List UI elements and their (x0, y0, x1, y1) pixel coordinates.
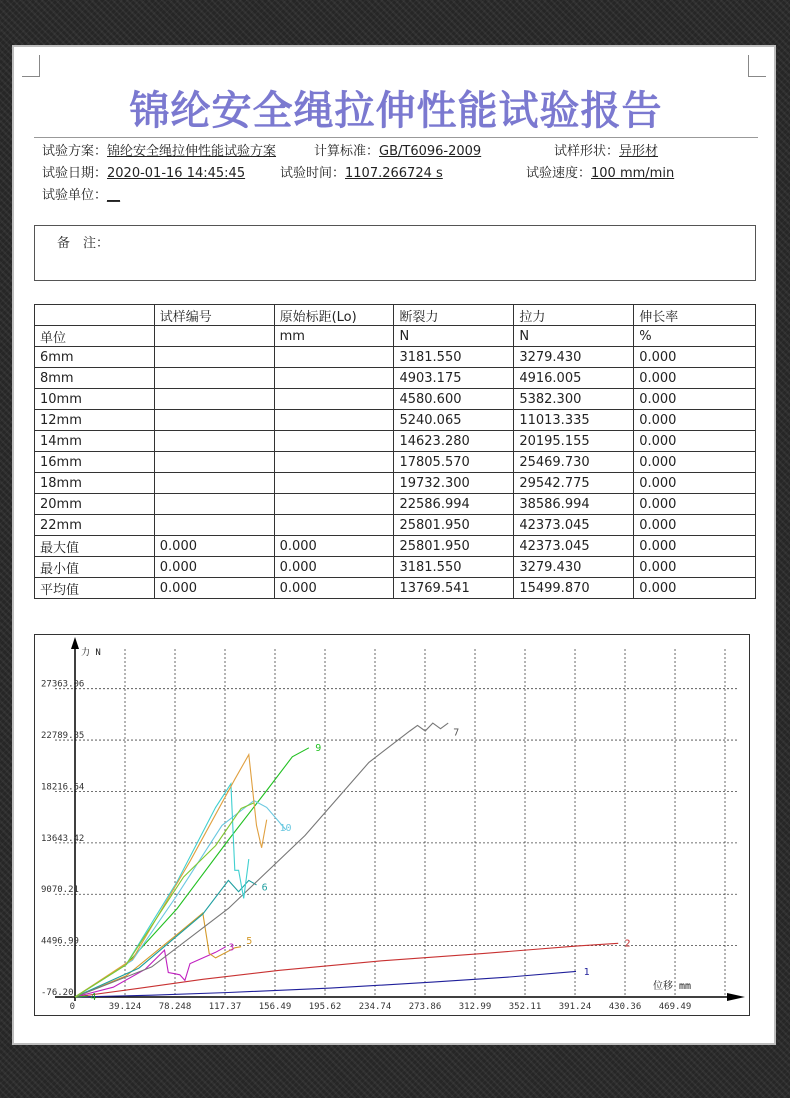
table-cell: 0.000 (634, 515, 756, 536)
y-tick-label: -76.20 (41, 988, 74, 998)
curve-label: 9 (315, 743, 322, 755)
table-cell: N (514, 326, 634, 347)
y-tick-label: 9070.21 (41, 885, 79, 896)
table-cell: 3181.550 (394, 557, 514, 578)
table-cell: 3279.430 (514, 347, 634, 368)
table-cell: 25801.950 (394, 515, 514, 536)
table-cell: 14mm (35, 431, 155, 452)
x-tick-label: 312.99 (458, 1002, 492, 1012)
table-cell: 0.000 (634, 410, 756, 431)
table-cell: 5240.065 (394, 410, 514, 431)
table-cell: 17805.570 (394, 452, 514, 473)
table-row (35, 578, 756, 599)
x-tick-label: 234.74 (358, 1002, 392, 1012)
notes-box (34, 225, 756, 281)
table-cell (274, 473, 394, 494)
curve-label: 5 (246, 935, 253, 947)
table-cell: 22mm (35, 515, 155, 536)
x-tick-label: 391.24 (558, 1002, 592, 1012)
test-date-label: 试验日期： (42, 166, 108, 181)
table-cell: N (394, 326, 514, 347)
table-cell: mm (274, 326, 394, 347)
table-cell (154, 431, 274, 452)
table-cell: 4916.005 (514, 368, 634, 389)
table-cell: 13769.541 (394, 578, 514, 599)
table-cell (154, 494, 274, 515)
table-cell: 10mm (35, 389, 155, 410)
table-cell (274, 410, 394, 431)
x-tick-label: 352.11 (508, 1002, 542, 1012)
table-cell: 16mm (35, 452, 155, 473)
curve-label: 7 (453, 727, 460, 739)
table-cell: 4903.175 (394, 368, 514, 389)
table-cell: 14623.280 (394, 431, 514, 452)
table-cell: 伸长率 (634, 305, 756, 326)
x-tick-label: 156.49 (258, 1002, 292, 1012)
y-axis-arrow (71, 637, 79, 649)
table-cell (274, 494, 394, 515)
calc-standard (314, 140, 481, 159)
y-axis-label: 力 N (81, 648, 101, 658)
table-cell (274, 347, 394, 368)
test-unit-label: 试验单位： (42, 188, 108, 203)
table-cell: 0.000 (634, 578, 756, 599)
test-speed (526, 162, 674, 181)
table-cell: 0.000 (274, 578, 394, 599)
series-line-cyan-a (75, 784, 249, 997)
chart-svg (35, 635, 749, 1015)
curve-label: 6 (261, 882, 268, 894)
title-divider (34, 137, 758, 138)
report-title: 锦纶安全绳拉伸性能试验报告 (129, 88, 663, 134)
table-cell: 4580.600 (394, 389, 514, 410)
y-tick-label: 27363.06 (41, 679, 85, 690)
table-cell: 15499.870 (514, 578, 634, 599)
table-row (35, 410, 756, 431)
test-speed-label: 试验速度： (526, 166, 592, 181)
table-cell: 5382.300 (514, 389, 634, 410)
table-cell: 18mm (35, 473, 155, 494)
table-cell: 20mm (35, 494, 155, 515)
table-cell: 38586.994 (514, 494, 634, 515)
table-cell: 0.000 (274, 557, 394, 578)
table-cell: 0.000 (634, 536, 756, 557)
x-tick-label: 39.124 (108, 1002, 142, 1012)
table-row (35, 431, 756, 452)
y-tick-label: 22789.85 (41, 731, 85, 742)
table-cell (154, 473, 274, 494)
table-row (35, 473, 756, 494)
test-time-value: 1107.266724 s (345, 166, 443, 181)
x-tick-label: 273.86 (408, 1002, 442, 1012)
table-cell: 0.000 (634, 473, 756, 494)
table-cell: 42373.045 (514, 515, 634, 536)
table-cell (154, 368, 274, 389)
table-cell (274, 452, 394, 473)
test-plan-value: 锦纶安全绳拉伸性能试验方案 (107, 144, 277, 159)
corner-mark-right (748, 55, 766, 77)
test-time-label: 试验时间： (280, 166, 346, 181)
calc-standard-label: 计算标准： (314, 144, 380, 159)
calc-standard-value: GB/T6096-2009 (379, 144, 482, 159)
sample-shape-value: 异形材 (619, 144, 659, 159)
table-cell (154, 347, 274, 368)
table-cell: 0.000 (634, 347, 756, 368)
force-displacement-chart (34, 634, 750, 1016)
table-cell (154, 389, 274, 410)
table-cell (154, 452, 274, 473)
table-cell: 22586.994 (394, 494, 514, 515)
test-date-value: 2020-01-16 14:45:45 (107, 166, 246, 181)
curve-label: 1 (583, 966, 590, 978)
table-cell: 25801.950 (394, 536, 514, 557)
series-line-green-b (75, 803, 254, 997)
test-unit (42, 184, 120, 203)
table-cell: 0.000 (634, 452, 756, 473)
table-cell (154, 410, 274, 431)
table-row (35, 368, 756, 389)
table-cell: 25469.730 (514, 452, 634, 473)
x-tick-label: 469.49 (658, 1002, 692, 1012)
table-cell (274, 389, 394, 410)
table-cell: 最小值 (35, 557, 155, 578)
test-time (280, 162, 443, 181)
test-date (42, 162, 245, 181)
results-table (34, 304, 756, 599)
series-line-1 (75, 971, 576, 997)
series-line-orange-a (75, 755, 267, 997)
table-cell: 0.000 (154, 536, 274, 557)
table-cell: 0.000 (154, 557, 274, 578)
table-row (35, 494, 756, 515)
table-cell (274, 515, 394, 536)
y-tick-label: 18216.64 (41, 782, 85, 793)
table-cell: 19732.300 (394, 473, 514, 494)
table-row (35, 557, 756, 578)
test-plan (42, 140, 276, 159)
table-cell: 0.000 (634, 557, 756, 578)
table-cell: 29542.775 (514, 473, 634, 494)
table-cell: 原始标距(Lo) (274, 305, 394, 326)
table-cell: 单位 (35, 326, 155, 347)
table-units-row (35, 326, 756, 347)
table-cell: 0.000 (634, 368, 756, 389)
test-unit-value: __ (107, 188, 121, 203)
table-cell: 0.000 (634, 494, 756, 515)
test-plan-label: 试验方案： (42, 144, 108, 159)
y-tick-label: 13643.42 (41, 833, 85, 844)
table-cell (274, 431, 394, 452)
x-tick-label: 195.62 (308, 1002, 342, 1012)
table-cell (274, 368, 394, 389)
table-cell (35, 305, 155, 326)
table-cell: 6mm (35, 347, 155, 368)
table-row (35, 536, 756, 557)
x-axis-label: 位移 mm (653, 981, 692, 992)
curve-label: 3 (228, 942, 235, 954)
x-tick-label: 430.36 (608, 1002, 642, 1012)
table-cell: 0.000 (634, 431, 756, 452)
sample-shape (554, 140, 658, 159)
table-cell: 最大值 (35, 536, 155, 557)
table-row (35, 389, 756, 410)
table-row (35, 452, 756, 473)
x-tick-label: 117.37 (208, 1002, 242, 1012)
notes-label: 备 注： (57, 236, 110, 251)
table-cell: 断裂力 (394, 305, 514, 326)
x-axis-arrow (727, 993, 745, 1001)
table-cell: 12mm (35, 410, 155, 431)
series-line-3 (75, 947, 226, 997)
curve-label: 10 (279, 822, 292, 834)
report-sheet (12, 45, 776, 1045)
table-cell: 20195.155 (514, 431, 634, 452)
table-cell (154, 515, 274, 536)
table-cell: 8mm (35, 368, 155, 389)
results-table-body (35, 305, 756, 599)
table-cell: 平均值 (35, 578, 155, 599)
sample-shape-label: 试样形状： (554, 144, 620, 159)
y-tick-label: 4496.99 (41, 936, 79, 947)
table-row (35, 515, 756, 536)
x-tick-label: 78.248 (158, 1002, 192, 1012)
table-cell: 0.000 (154, 578, 274, 599)
series-line-10 (75, 801, 286, 997)
table-cell: % (634, 326, 756, 347)
curve-label: 2 (624, 938, 631, 950)
x-tick-label: 0 (69, 1002, 75, 1012)
table-row (35, 347, 756, 368)
series-line-5 (75, 913, 241, 997)
corner-mark-left (22, 55, 40, 77)
test-speed-value: 100 mm/min (591, 166, 675, 181)
table-cell: 3279.430 (514, 557, 634, 578)
table-cell: 0.000 (274, 536, 394, 557)
table-cell: 11013.335 (514, 410, 634, 431)
table-cell: 3181.550 (394, 347, 514, 368)
table-cell: 试样编号 (154, 305, 274, 326)
table-header-row (35, 305, 756, 326)
table-cell (154, 326, 274, 347)
table-cell: 0.000 (634, 389, 756, 410)
curve-label: 4 (90, 992, 97, 1004)
table-cell: 42373.045 (514, 536, 634, 557)
table-cell: 拉力 (514, 305, 634, 326)
